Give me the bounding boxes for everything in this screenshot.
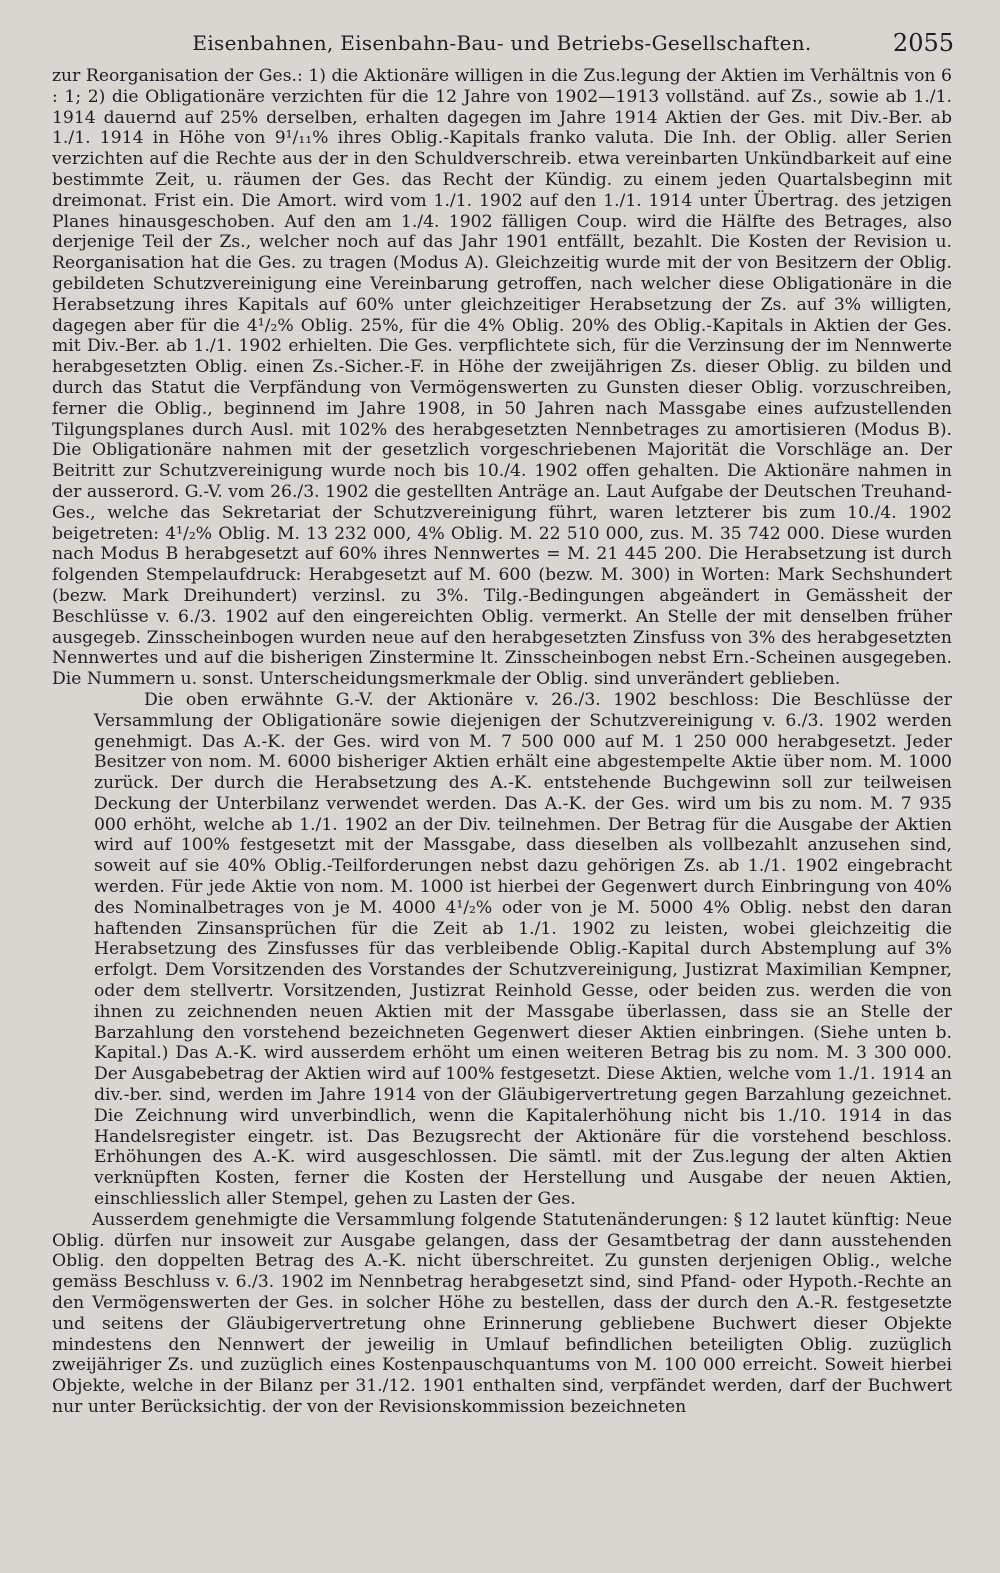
- page-number: 2055: [892, 29, 954, 57]
- paragraph-reorganisation: zur Reorganisation der Ges.: 1) die Aktionäre willigen in die Zus.legung der Aktien im Verhältnis von 6 : 1; 2) die Obligationäre verzichten für die 12 Jahre von 1902—1913 vollständ. auf Zs., sowie ab 1./1. 1914 dauernd auf 25% derselben, erhalten dagegen im Jahre 1914 Aktien der Ges. mit Div.-Ber. ab 1./1. 1914 in Höhe von 9¹/₁₁% ihres Oblig.-Kapitals franko valuta. Die Inh. der Oblig. aller Serien verzichten auf die Rechte aus der in den Schuldverschreib. etwa vereinbarten Unkündbarkeit auf eine bestimmte Zeit, u. räumen der Ges. das Recht der Kündig. zu einem jeden Quartalsbeginn mit dreimonat. Frist ein. Die Amort. wird vom 1./1. 1902 auf den 1./1. 1914 unter Übertrag. des jetzigen Planes hinausgeschoben. Auf den am 1./4. 1902 fälligen Coup. wird die Hälfte des Betrages, also derjenige Teil der Zs., welcher noch auf das Jahr 1901 entfällt, bezahlt. Die Kosten der Revision u. Reorganisation hat die Ges. zu tragen (Modus A). Gleichzeitig wurde mit der von Besitzern der Oblig. gebildeten Schutzvereinigung eine Vereinbarung getroffen, nach welcher diese Obligationäre in die Herabsetzung ihres Kapitals auf 60% unter gleichzeitiger Herabsetzung der Zs. auf 3% willigten, dagegen aber für die 4¹/₂% Oblig. 25%, für die 4% Oblig. 20% des Oblig.-Kapitals in Aktien der Ges. mit Div.-Ber. ab 1./1. 1902 erhielten. Die Ges. verpflichtete sich, für die Verzinsung der im Nennwerte herabgesetzten Oblig. einen Zs.-Sicher.-F. in Höhe der zweijährigen Zs. dieser Oblig. zu bilden und durch das Statut die Verpfändung von Vermögenswerten zu Gunsten dieser Oblig. vorzuschreiben, ferner die Oblig., beginnend im Jahre 1908, in 50 Jahren nach Massgabe eines aufzustellenden Tilgungsplanes durch Ausl. mit 102% des herabgesetzten Nennbetrages zu amortisieren (Modus B). Die Obligationäre nahmen mit der gesetzlich vorgeschriebenen Majorität die Vorschläge an. Der Beitritt zur Schutzvereinigung wurde noch bis 10./4. 1902 offen gehalten. Die Aktionäre nahmen in der ausserord. G.-V. vom 26./3. 1902 die gestellten Anträge an. Laut Aufgabe der Deutschen Treuhand-Ges., welche das Sekretariat der Schutzvereinigung führt, waren letzterer bis zum 10./4. 1902 beigetreten: 4¹/₂% Oblig. M. 13 232 000, 4% Oblig. M. 22 510 000, zus. M. 35 742 000. Diese wurden nach Modus B herabgesetzt auf 60% ihres Nennwertes = M. 21 445 200. Die Herabsetzung ist durch folgenden Stempelaufdruck: Herabgesetzt auf M. 600 (bezw. M. 300) in Worten: Mark Sechshundert (bezw. Mark Dreihundert) verzinsl. zu 3%. Tilg.-Bedingungen abgeändert in Gemässheit der Beschlüsse v. 6./3. 1902 auf den eingereichten Oblig. vermerkt. An Stelle der mit denselben früher ausgegeb. Zinsscheinbogen wurden neue auf den herabgesetzten Zinsfuss von 3% des herabgesetzten Nennwertes und auf die bisherigen Zinstermine lt. Zinsscheinbogen nebst Ern.-Scheinen ausgegeben. Die Nummern u. sonst. Unterscheidungsmerkmale der Oblig. sind unverändert geblieben.: [52, 66, 952, 690]
- running-head: [52, 28, 952, 58]
- body-text: [52, 66, 952, 1418]
- paragraph-statutenaenderungen: Ausserdem genehmigte die Versammlung folgende Statutenänderungen: § 12 lautet künftig: Neue Oblig. dürfen nur insoweit zur Ausgabe gelangen, dass der Gesamtbetrag der dann ausstehenden Oblig. den doppelten Betrag des A.-K. nicht überschreitet. Zu gunsten derjenigen Oblig., welche gemäss Beschluss v. 6./3. 1902 im Nennbetrag herabgesetzt sind, sind Pfand- oder Hypoth.-Rechte an den Vermögenswerten der Ges. in solcher Höhe zu bestellen, dass der durch den A.-R. festgesetzte und seitens der Gläubigervertretung ohne Erinnerung gebliebene Buchwert dieser Objekte mindestens den Nennwert der jeweilig in Umlauf befindlichen beteiligten Oblig. zuzüglich zweijähriger Zs. und zuzüglich eines Kostenpauschquantums von M. 100 000 erreicht. Soweit hierbei Objekte, welche in der Bilanz per 31./12. 1901 enthalten sind, verpfändet werden, darf der Buchwert nur unter Berücksichtig. der von der Revisionskommission bezeichneten: [52, 1209, 952, 1417]
- paragraph-gv-beschluss: Die oben erwähnte G.-V. der Aktionäre v. 26./3. 1902 beschloss: Die Beschlüsse der Versammlung der Obligationäre sowie diejenigen der Schutzvereinigung v. 6./3. 1902 werden genehmigt. Das A.-K. der Ges. wird von M. 7 500 000 auf M. 1 250 000 herabgesetzt. Jeder Besitzer von nom. M. 6000 bisheriger Aktien erhält eine abgestempelte Aktie über nom. M. 1000 zurück. Der durch die Herabsetzung des A.-K. entstehende Buchgewinn soll zur teilweisen Deckung der Unterbilanz verwendet werden. Das A.-K. der Ges. wird um bis zu nom. M. 7 935 000 erhöht, welche ab 1./1. 1902 an der Div. teilnehmen. Der Betrag für die Ausgabe der Aktien wird auf 100% festgesetzt mit der Massgabe, dass dieselben als vollbezahlt anzusehen sind, soweit auf sie 40% Oblig.-Teilforderungen nebst dazu gehörigen Zs. ab 1./1. 1902 eingebracht werden. Für jede Aktie von nom. M. 1000 ist hierbei der Gegenwert durch Einbringung von 40% des Nominalbetrages von je M. 4000 4¹/₂% oder von je M. 5000 4% Oblig. nebst den daran haftenden Zinsansprüchen für die Zeit ab 1./1. 1902 zu leisten, wobei gleichzeitig die Herabsetzung des Zinsfusses für das verbleibende Oblig.-Kapital durch Abstemplung auf 3% erfolgt. Dem Vorsitzenden des Vorstandes der Schutzvereinigung, Justizrat Maximilian Kempner, oder dem stellvertr. Vorsitzenden, Justizrat Reinhold Gesse, oder beiden zus. werden die von ihnen zu zeichnenden neuen Aktien mit der Massgabe überlassen, dass sie an Stelle der Barzahlung den vorstehend bezeichneten Gegenwert dieser Aktien einbringen. (Siehe unten b. Kapital.) Das A.-K. wird ausserdem erhöht um einen weiteren Betrag bis zu nom. M. 3 300 000. Der Ausgabebetrag der Aktien wird auf 100% festgesetzt. Diese Aktien, welche vom 1./1. 1914 an div.-ber. sind, werden im Jahre 1914 von der Gläubigervertretung gegen Barzahlung gezeichnet. Die Zeichnung wird unverbindlich, wenn die Kapitalerhöhung nicht bis 1./10. 1914 in das Handelsregister eingetr. ist. Das Bezugsrecht der Aktionäre für die vorstehend beschloss. Erhöhungen des A.-K. wird ausgeschlossen. Die sämtl. mit der Zus.legung der alten Aktien verknüpften Kosten, ferner die Kosten der Herstellung und Ausgabe der neuen Aktien, einschliesslich aller Stempel, gehen zu Lasten der Ges.: [94, 689, 952, 1210]
- running-head-title: Eisenbahnen, Eisenbahn-Bau- und Betriebs-Gesellschaften.: [192, 31, 812, 55]
